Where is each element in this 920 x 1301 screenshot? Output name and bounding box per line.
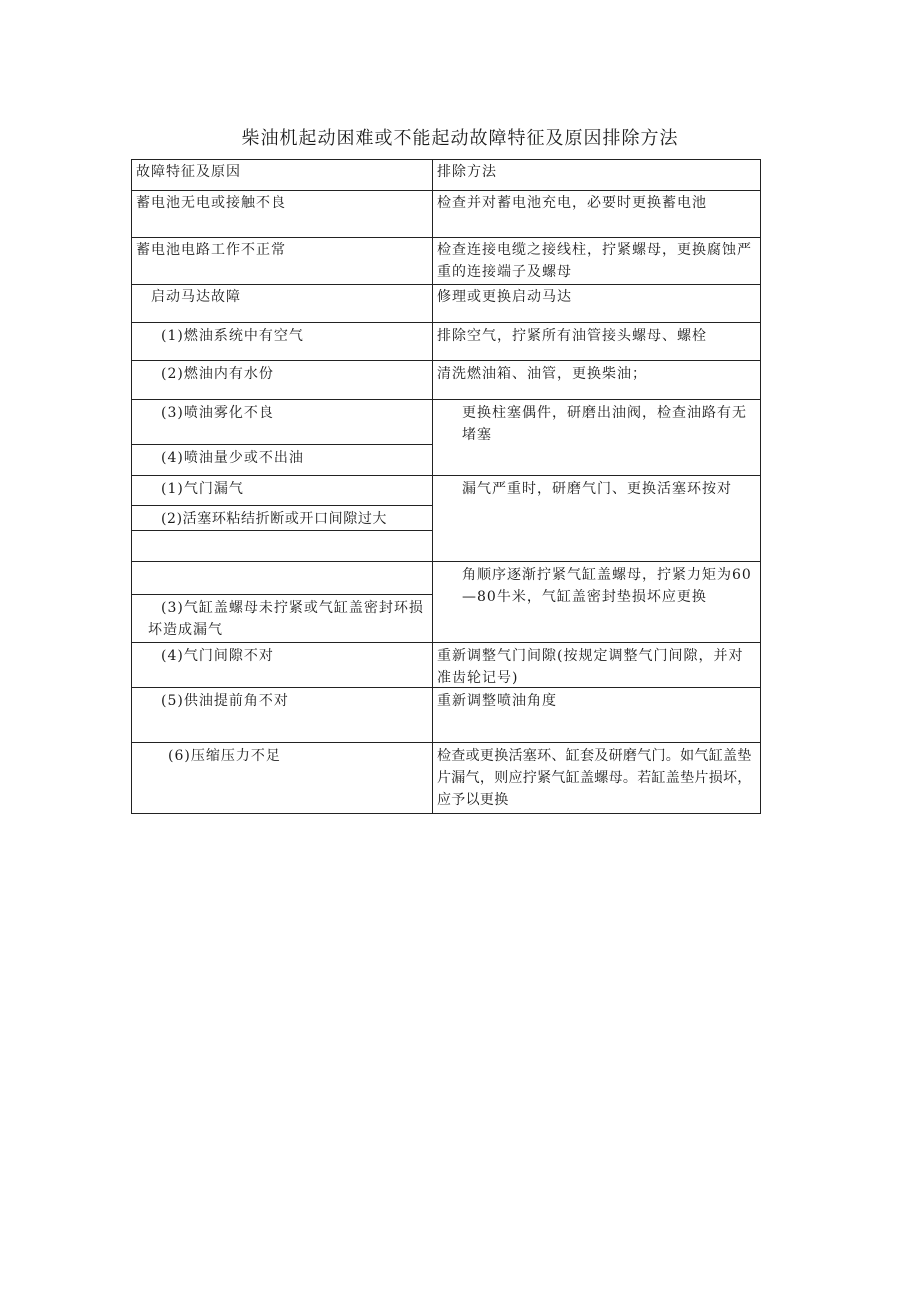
cause-cell: 蓄电池无电或接触不良	[136, 195, 286, 211]
row-divider	[131, 642, 761, 643]
cause-cell: (4)气门间隙不对	[161, 648, 274, 664]
remedy-cell: 检查并对蓄电池充电，必要时更换蓄电池	[437, 195, 707, 211]
remedy-cell: 检查连接电缆之接线柱，拧紧螺母，更换腐蚀严重的连接端子及螺母	[437, 242, 752, 280]
column-divider	[432, 159, 433, 814]
remedy-cell: 清洗燃油箱、油管，更换柴油；	[437, 366, 647, 382]
remedy-cell: 更换柱塞偶件，研磨出油阀，检查油路有无堵塞	[462, 405, 747, 443]
cause-cell: (2)活塞环粘结折断或开口间隙过大	[161, 511, 388, 527]
cause-cell: (1)燃油系统中有空气	[161, 328, 304, 344]
row-divider	[131, 475, 761, 476]
table-border-right	[760, 159, 761, 814]
row-divider	[131, 742, 761, 743]
row-divider	[131, 360, 761, 361]
table-border-left	[131, 159, 132, 814]
table-border-top	[131, 159, 761, 160]
cause-cell: (4)喷油量少或不出油	[161, 450, 304, 466]
row-divider-left	[131, 444, 433, 445]
row-divider-left	[131, 505, 433, 506]
cause-cell: 启动马达故障	[151, 289, 241, 305]
row-divider	[131, 237, 761, 238]
remedy-cell: 检查或更换活塞环、缸套及研磨气门。如气缸盖垫片漏气，则应拧紧气缸盖螺母。若缸盖垫片损坏，应予以更换	[437, 748, 752, 808]
cause-cell: (5)供油提前角不对	[161, 693, 289, 709]
header-remedy: 排除方法	[437, 164, 497, 180]
row-divider	[131, 399, 761, 400]
header-cause: 故障特征及原因	[136, 164, 241, 180]
row-divider-left	[131, 530, 433, 531]
cause-cell: (3)气缸盖螺母未拧紧或气缸盖密封环损坏造成漏气	[148, 600, 424, 638]
row-divider	[131, 322, 761, 323]
remedy-cell: 重新调整喷油角度	[437, 693, 557, 709]
remedy-cell: 重新调整气门间隙(按规定调整气门间隙，并对准齿轮记号)	[437, 648, 744, 686]
remedy-cell: 漏气严重时，研磨气门、更换活塞环按对	[462, 481, 732, 497]
cause-cell: (2)燃油内有水份	[161, 366, 274, 382]
table-border-bottom	[131, 813, 761, 814]
row-divider	[131, 561, 761, 562]
cause-cell: (3)喷油雾化不良	[161, 405, 274, 421]
cause-cell: 蓄电池电路工作不正常	[136, 242, 286, 258]
page-title: 柴油机起动困难或不能起动故障特征及原因排除方法	[241, 128, 679, 149]
cause-cell: (6)压缩压力不足	[168, 748, 281, 764]
remedy-cell: 修理或更换启动马达	[437, 289, 572, 305]
remedy-cell: 排除空气，拧紧所有油管接头螺母、螺栓	[437, 328, 707, 344]
row-divider-left	[131, 594, 433, 595]
cause-cell: (1)气门漏气	[161, 481, 244, 497]
remedy-cell: 角顺序逐渐拧紧气缸盖螺母，拧紧力矩为60—80牛米，气缸盖密封垫损坏应更换	[462, 567, 752, 605]
row-divider	[131, 284, 761, 285]
row-divider	[131, 190, 761, 191]
